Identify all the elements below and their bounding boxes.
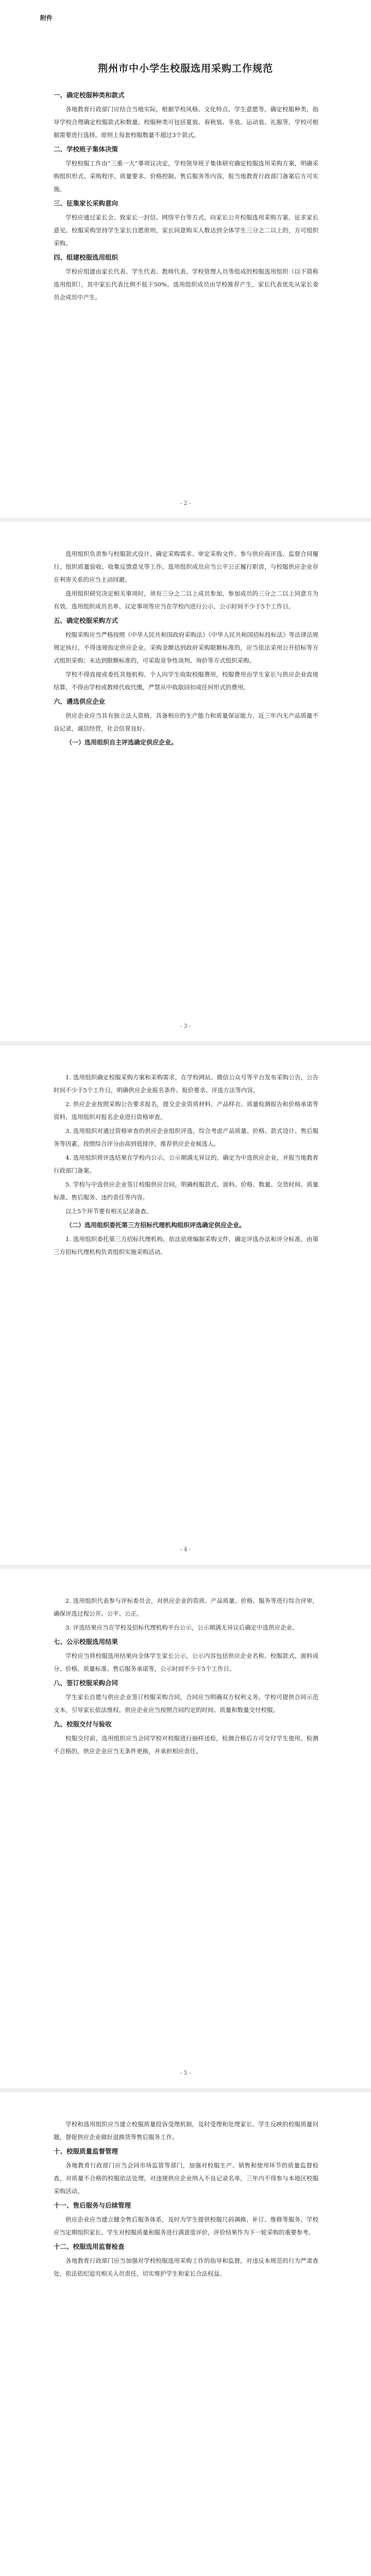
document-page-5 bbox=[0, 2092, 371, 2576]
section-heading: 十二、校服选用监督检查 bbox=[54, 2243, 125, 2250]
paragraph: 1. 选用组织委托第三方招标代理机构，依法依规编制采购文件，确定评选办法和评分标准，由第三方招标代理机构负责组织实施采购活动。 bbox=[54, 1235, 318, 1256]
paragraph: 校服采购应当严格按照《中华人民共和国政府采购法》《中华人民共和国招标投标法》等法律法规规定执行，不得违规指定供应企业。采购金额达到政府采购限额标准的，应当依法采用公开招标等方式组织采购；未达到限额标准的，可采取竞争性谈判、询价等方式组织采购。 bbox=[54, 631, 318, 664]
section-heading: 八、签订校服采购合同 bbox=[54, 1679, 119, 1687]
paragraph: 学校应当将校服选用结果向全体学生家长公示，公示内容包括供应企业名称、校服款式、面料成分、价格、质量标准、售后服务承诺等，公示时间不少于5个工作日。 bbox=[54, 1652, 318, 1672]
paragraph: 5. 学校与中选供应企业签订校服供应合同，明确校服款式、面料、价格、数量、交货时间、质量标准、售后服务、违约责任等内容。 bbox=[54, 1181, 318, 1201]
page-2-content bbox=[54, 548, 318, 750]
paragraph: 2. 选用组织代表参与评标委员会，对供应企业的资质、产品质量、价格、服务等进行综合评审，确保评选过程公开、公平、公正。 bbox=[54, 1597, 318, 1617]
page-3-content bbox=[54, 1071, 318, 1260]
paragraph: 学生家长自愿与供应企业签订校服采购合同，合同应当明确双方权利义务。学校可提供合同示范文本，引导家长依法维权。供应企业应当按照合同约定的时间、质量和数量交付校服。 bbox=[54, 1693, 318, 1714]
paragraph: 供应企业应当建立健全售后服务体系，及时为学生提供校服尺码调换、补订、维修等服务。学校应当定期组织家长、学生对校服质量和服务进行满意度评价，评价结果作为下一轮采购的重要参考。 bbox=[54, 2216, 318, 2236]
section-heading: 九、校服交付与验收 bbox=[54, 1720, 112, 1728]
paragraph: 各地教育行政部门应当加强对学校校服选用采购工作的指导和监督，对违反本规范的行为严肃查处，依法依纪追究相关人员责任，切实维护学生和家长合法权益。 bbox=[54, 2257, 318, 2277]
section-heading: 六、遴选供应企业 bbox=[54, 698, 106, 705]
page-divider bbox=[0, 1041, 371, 1045]
page-number: - 3 - bbox=[180, 1023, 191, 1029]
paragraph: 学校应组建由家长代表、学生代表、教师代表、学校管理人员等组成的校服选用组织（以下简称选用组织），其中家长代表比例不低于50%。选用组织成员由学校推荐产生，家长代表优先从家长委员会成员中产生。 bbox=[54, 268, 318, 301]
page-divider bbox=[0, 2088, 371, 2092]
page-number: - 2 - bbox=[180, 500, 191, 506]
paragraph: 供应企业应当具有独立法人资格，具备相应的生产能力和质量保证能力，近三年内无产品质量不良记录，诚信经营，社会信誉良好。 bbox=[54, 712, 318, 732]
paragraph: 学校校服工作由“三重一大”事项议决定，学校领导班子集体研究确定校服选用采购方案，明确采购组织形式、采购程序、质量要求、价格控制、售后服务等内容，报当地教育行政部门备案后方可实施。 bbox=[54, 160, 318, 193]
section-heading: 二、学校班子集体决策 bbox=[54, 145, 119, 153]
section-heading: 十一、售后服务与后续管理 bbox=[54, 2201, 131, 2209]
paragraph: 学校不得直接或委托其他机构、个人向学生收取校服费用，校服费用由学生家长与供应企业直接结算，不得由学校或教师代收代缴，严禁从中收取回扣或任何形式的费用。 bbox=[54, 671, 318, 691]
section-heading: 十、校服质量监督管理 bbox=[54, 2147, 119, 2155]
paragraph: 3. 选用组织对通过资格审查的供应企业组织评选，综合考虑产品质量、价格、款式设计、售后服务等因素，按照综合评分由高到低排序，推荐供应企业候选人。 bbox=[54, 1127, 318, 1147]
paragraph: 1. 选用组织确定校服采购方案和采购需求，在学校网站、微信公众号等平台发布采购公告，公告时间不少于5个工作日，明确供应企业报名条件、报价要求、评选方法等内容。 bbox=[54, 1074, 318, 1094]
section-heading: 四、组建校服选用组织 bbox=[54, 253, 119, 261]
paragraph: 各地教育行政部门应结合当地实际，根据学校风格、文化特点、学生意愿等，确定校服种类，指导学校合理确定校服款式和数量。校服种类可包括夏装、春秋装、冬装、运动装、礼服等，学校可根据需要进行选择，原则上每套校服数量不超过3个款式。 bbox=[54, 106, 318, 139]
section-heading: 七、公示校服选用结果 bbox=[54, 1638, 119, 1646]
page-1-content bbox=[54, 89, 318, 305]
paragraph: 学校应通过家长会、致家长一封信、网络平台等方式，向家长公开校服选用采购方案，征求家长意见。校服采购坚持学生家长自愿原则，家长同意购买人数达到全体学生三分之二以上的，方可组织采购。 bbox=[54, 214, 318, 247]
paragraph: 各地教育行政部门应当会同市场监管等部门，加强对校服生产、销售和使用环节的质量监督检查，对质量不合格的校服依法处理，对违规供应企业纳入不良记录名单，三年内不得参与本地区校服采购活动。 bbox=[54, 2162, 318, 2195]
document-title: 荆州市中小学生校服选用采购工作规范 bbox=[97, 63, 273, 74]
annex-label: 附件 bbox=[40, 14, 53, 22]
document-page-1 bbox=[0, 0, 371, 518]
document-page-2 bbox=[0, 522, 371, 1041]
section-heading: 五、确定校服采购方式 bbox=[54, 617, 119, 624]
section-heading: 一、确定校服种类和款式 bbox=[54, 91, 125, 99]
paragraph: 2. 供应企业按照采购公告要求报名，提交企业资质材料、产品样衣、质量检测报告和价格承诺等资料，选用组织对报名企业进行资格审查。 bbox=[54, 1100, 318, 1121]
page-divider bbox=[0, 1565, 371, 1569]
paragraph: 校服交付前，选用组织应当会同学校对校服进行抽样送检，检测合格后方可交付学生使用。检测不合格的，供应企业应当无条件更换，并承担相应责任。 bbox=[54, 1735, 318, 1755]
paragraph: 选用组织研究决定相关事项时，须有三分之二以上成员参加，参加成员的三分之二以上同意方为有效。选用组织成员名单、议定事项等应当在学校内进行公示，公示时间不少于5个工作日。 bbox=[54, 590, 318, 610]
page-number: - 4 - bbox=[180, 1546, 191, 1553]
paragraph: 4. 选用组织将评选结果在学校内公示，公示期满无异议的，确定为中选供应企业，并报当地教育行政部门备案。 bbox=[54, 1154, 318, 1174]
page-number: - 5 - bbox=[180, 2070, 191, 2076]
paragraph: 以上5个环节要有相关记录备查。 bbox=[65, 1208, 153, 1215]
subsection-heading: （二）选用组织委托第三方招标代理机构组织评选确定供应企业。 bbox=[66, 1222, 246, 1229]
document-page-4 bbox=[0, 1569, 371, 2088]
paragraph: 3. 评选结果应当在学校及招标代理机构平台公示，公示期满无异议后确定中选供应企业。 bbox=[65, 1624, 298, 1631]
section-heading: 三、征集家长采购意向 bbox=[54, 199, 119, 207]
paragraph: 学校和选用组织应当建立校服质量投诉受理机制，及时受理和处理家长、学生反映的校服质量问题，督促供应企业做好退换货等售后服务工作。 bbox=[54, 2121, 318, 2141]
subsection-heading: （一）选用组织自主评选确定供应企业。 bbox=[66, 739, 178, 746]
page-5-content bbox=[54, 2118, 318, 2281]
paragraph: 选用组织负责参与校服款式设计、确定采购需求、审定采购文件、参与供应商评选、监督合同履行、组织质量验收、收集反馈意见等工作。选用组织成员应当公平公正履行职责，与校服供应企业存在利害关系的应当主动回避。 bbox=[54, 550, 318, 583]
page-4-content bbox=[54, 1595, 318, 1759]
page-divider bbox=[0, 518, 371, 522]
document-page-3 bbox=[0, 1045, 371, 1565]
